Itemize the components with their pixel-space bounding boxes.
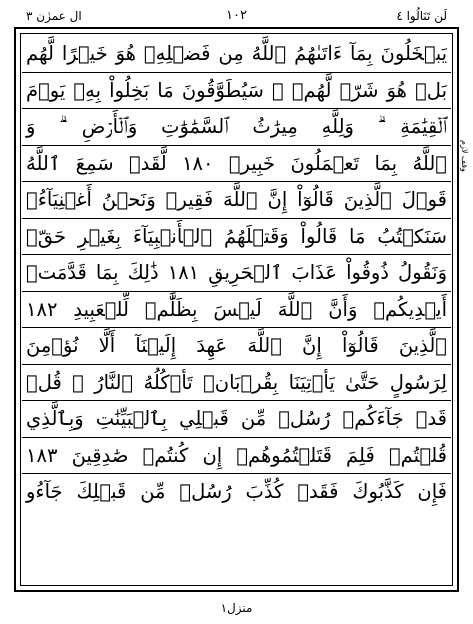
- margin-note: وقف لازم: [460, 140, 469, 172]
- text-line: فَإِن كَذَّبُوكَ فَقَدۡ كُذِّبَ رُسُلٞ مِّن قَبۡلِكَ جَآءُو: [26, 480, 447, 503]
- page-number: ١٠٢: [226, 8, 247, 23]
- text-line: بَلۡ هُوَ شَرّٞ لَّهُمۡ ۖ سَيُطَوَّقُونَ مَا بَخِلُواْ بِهِۦ يَوۡمَ: [22, 73, 451, 110]
- text-line: قَوۡلَ ٱلَّذِينَ قَالُوٓاْ إِنَّ ٱللَّهَ فَقِيرٞ وَنَحۡنُ أَغۡنِيَآءُۘ: [22, 182, 451, 219]
- text-line: ٱلۡقِيَٰمَةِ ۗ وَلِلَّهِ مِيرَٰثُ ٱلسَّمَٰوَٰتِ وَٱلۡأَرۡضِ ۗ وَ: [22, 109, 451, 146]
- text-line: سَنَكۡتُبُ مَا قَالُواْ وَقَتۡلَهُمُ ٱلۡأَنۢبِيَآءَ بِغَيۡرِ حَقّٖ: [22, 219, 451, 256]
- text-line: قُلۡتُمۡ فَلِمَ قَتَلۡتُمُوهُمۡ إِن كُنتُمۡ صَٰدِقِينَ ١٨٣: [22, 438, 451, 475]
- juz-name-header: لَن تَنَالُوا ٤: [396, 9, 447, 23]
- manzil-footer: منزل١: [220, 601, 253, 615]
- text-line: ٱللَّهُ بِمَا تَعۡمَلُونَ خَبِيرٞ ١٨٠ لَّقَدۡ سَمِعَ ٱللَّهُ: [22, 146, 451, 183]
- text-line: يَبۡخَلُونَ بِمَآ ءَاتَىٰهُمُ ٱللَّهُ مِن فَضۡلِهِۦ هُوَ خَيۡرًا لَّهُم: [22, 36, 451, 73]
- text-line: أَيۡدِيكُمۡ وَأَنَّ ٱللَّهَ لَيۡسَ بِظَلَّٰمٖ لِّلۡعَبِيدِ ١٨٢: [22, 292, 451, 329]
- page-header: [22, 5, 451, 27]
- text-line: لِرَسُولٍ حَتَّىٰ يَأۡتِيَنَا بِقُرۡبَانٖ تَأۡكُلُهُ ٱلنَّارُ ۗ قُلۡ: [22, 365, 451, 402]
- text-line: قَدۡ جَآءَكُمۡ رُسُلٞ مِّن قَبۡلِي بِٱلۡبَيِّنَٰتِ وَبِٱلَّذِي: [22, 401, 451, 438]
- surah-name-header: ال عمرٰن ٣: [26, 9, 82, 23]
- text-line: وَنَقُولُ ذُوقُواْ عَذَابَ ٱلۡحَرِيقِ ١٨١ ذَٰلِكَ بِمَا قَدَّمَتۡ: [22, 255, 451, 292]
- verse-text-block: [22, 36, 451, 584]
- text-line: ٱلَّذِينَ قَالُوٓاْ إِنَّ ٱللَّهَ عَهِدَ إِلَيۡنَآ أَلَّا نُؤۡمِنَ: [22, 328, 451, 365]
